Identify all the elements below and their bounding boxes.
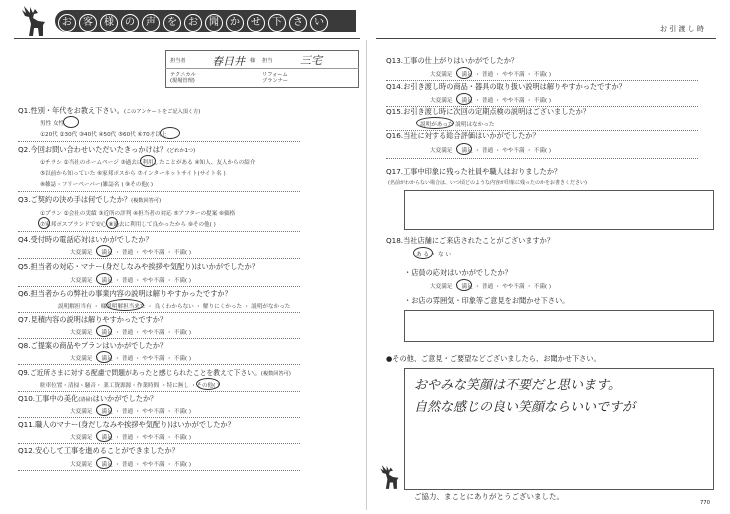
q14-question: Q14.お引き渡し時の商品・器具の取り扱い説明は解りやすかったですか？	[386, 82, 626, 91]
q3-options-1: ①プラン ②会社の実績 ③近所の評判 ④担当者の対応 ⑤アフターの提案 ⑥価格	[40, 211, 236, 217]
q15-mark	[416, 117, 454, 129]
title-char: 客	[79, 14, 97, 32]
divider	[18, 141, 300, 142]
q7-scale: 大変満足 ・ 満足 ・ 普通 ・ やや不満 ・ 不満( )	[70, 330, 192, 336]
q1-gender: 男性 女性	[40, 121, 65, 127]
title-char: 下	[268, 14, 286, 32]
survey-title-banner	[55, 10, 356, 32]
q4-scale: 大変満足 ・ 満足 ・ 普通 ・ やや不満 ・ 不満( )	[70, 250, 192, 256]
right-page-title: お 引 渡 し 時	[660, 25, 704, 33]
q15-options: 説明があった 説明はなかった	[420, 122, 495, 128]
q6-options: 説明解担当有 ・ 様説明解担当来た ・ 良くわからない ・ 解りにくかった ・ 説明がなかった	[58, 304, 291, 310]
q16-mark	[456, 143, 472, 155]
title-char: 声	[142, 14, 160, 32]
q2-question: Q2.今回お問い合わせいただいたきっかけは？(どれか1つ)	[18, 145, 196, 154]
q11-mark	[96, 430, 112, 442]
staff-label-2: 担当	[262, 58, 273, 64]
comment-handwriting-2: 自然な感じの良い笑顔ならいいですが	[414, 400, 636, 415]
divider	[386, 158, 698, 159]
title-char: お	[184, 14, 202, 32]
divider	[18, 231, 300, 232]
q13-mark	[456, 67, 472, 79]
q10-scale: 大変満足 ・ 満足 ・ 普通 ・ やや不満 ・ 不満( )	[70, 409, 192, 415]
q11-scale: 大変満足 ・ 満足 ・ 普通 ・ やや不満 ・ 不満( )	[70, 435, 192, 441]
q5-mark	[96, 273, 112, 285]
title-char: か	[226, 14, 244, 32]
right-header-rule	[376, 38, 716, 39]
divider	[18, 391, 300, 392]
q17-note: (名前がわからない場合は、いつ頃どのような内容が印象に残ったのかをお書きください)	[388, 180, 587, 186]
divider	[18, 286, 300, 287]
q3-question: Q3.ご契約の決め手は何でしたか？(複数回答可)	[18, 195, 162, 204]
q16-question: Q16.当社に対する総合評価はいかがでしたか？	[386, 131, 540, 140]
q18-mark	[413, 247, 433, 259]
title-char: 聞	[205, 14, 223, 32]
q2-options-1: ①チラシ ②当社のホームページ ③過去に利用したことがある ④知人、友人からの紹介	[40, 160, 256, 166]
q3-mark-2	[106, 217, 118, 229]
q10-question: Q10.工事中の美化(清掃)はいかがでしたか？	[18, 394, 158, 403]
staff-name-1: 春日井	[212, 55, 245, 68]
title-char: せ	[247, 14, 265, 32]
q9-question: Q9.ご近所さまに対する配慮で問題があったと感じられたことを教えて下さい。(複数回答可)	[18, 369, 291, 377]
comment-title: ●その他、ご意見・ご要望などございましたら、お聞かせ下さい。	[386, 354, 601, 363]
q18a-question: ・店員の応対はいかがでしたか？	[404, 268, 512, 277]
q17-question: Q17.工事中印象に残った社員や職人はおりましたか？	[386, 167, 562, 176]
q12-mark	[96, 457, 112, 469]
q11-question: Q11.職人のマナー(身だしなみや挨拶や気配り)はいかがでしたか？	[18, 420, 235, 429]
left-header-rule	[14, 38, 360, 39]
q17-answer-box[interactable]	[404, 190, 714, 230]
title-char: お	[58, 14, 76, 32]
staff-label-4: リフォーム プランナー	[262, 72, 288, 84]
q18a-scale: 大変満足 ・ 満足 ・ 普通 ・ やや不満 ・ 不満( )	[430, 284, 552, 290]
deer-logo-icon	[14, 4, 52, 38]
q18b-answer-box[interactable]	[404, 310, 714, 342]
deer-illustration-icon	[374, 460, 404, 494]
staff-label-3: テクニカル (現場管理)	[170, 72, 196, 84]
divider	[18, 338, 300, 339]
q9-options: 駐車位置・清掃・騒音・ 業工資源源・作業時間 ・特に無し ・その他( )	[40, 383, 220, 389]
q14-scale: 大変満足 ・ 満足 ・ 普通 ・ やや不満 ・ 不満( )	[430, 98, 552, 104]
staff-label-1: 担当者	[170, 58, 186, 64]
divider	[18, 191, 300, 192]
q4-question: Q4.受付時の電話応対はいかがでしたか？	[18, 235, 153, 244]
q15-question: Q15.お引き渡し時に次回の定期点検の説明はございましたか？	[386, 107, 590, 116]
title-char: い	[310, 14, 328, 32]
q8-mark	[96, 351, 112, 363]
q3-options-2: ⑦家邦ポスブランドで安心 ⑧過去に利用して良かったから ⑨その他( )	[40, 222, 216, 228]
q5-scale: 大変満足 ・ 満足 ・ 普通 ・ やや不満 ・ 不満( )	[70, 278, 192, 284]
q8-scale: 大変満足 ・ 満足 ・ 普通 ・ やや不満 ・ 不満( )	[70, 356, 192, 362]
q6-question: Q6.担当者からの弊社の事業内容の説明は解りやすかったですか？	[18, 289, 232, 298]
q10-mark	[96, 404, 112, 416]
q1-age-mark	[160, 127, 180, 139]
title-char: を	[163, 14, 181, 32]
q4-mark	[96, 245, 112, 257]
q2-options-2: ⑤以前から知っていた ⑥家邦ポスから ⑦インターネットサイト(サイト名 )	[40, 171, 226, 177]
q5-question: Q5.担当者の対応・マナー(身だしなみや挨拶や気配り)はいかがでしたか？	[18, 262, 259, 271]
q16-scale: 大変満足 ・ 満足 ・ 普通 ・ やや不満 ・ 不満( )	[430, 148, 552, 154]
q1-ages: ①20代 ②30代 ③40代 ④50代 ⑤60代 ⑥70才以上	[40, 132, 167, 138]
q7-question: Q7.見積内容の説明は解りやすかったですか？	[18, 315, 168, 324]
divider	[18, 258, 300, 259]
q18-question: Q18.当社店舗にご来店されたことがございますか？	[386, 236, 555, 245]
divider	[18, 470, 300, 471]
divider	[18, 312, 300, 313]
comment-handwriting-1: おやみな笑顔は不要だと思います。	[414, 378, 621, 393]
title-char: さ	[289, 14, 307, 32]
q13-question: Q13.工事の仕上がりはいかがでしたか？	[386, 56, 519, 65]
q18a-mark	[456, 279, 472, 291]
staff-table-divider	[165, 68, 359, 69]
q1-question: Q1.性別・年代をお教え下さい。(このアンケートをご記入頂く方)	[18, 106, 201, 115]
q2-mark	[140, 155, 156, 167]
q6-mark	[106, 299, 144, 311]
thanks-message: ご協力、まことにありがとうございました。	[414, 492, 564, 501]
title-char: の	[121, 14, 139, 32]
q12-question: Q12.安心して工事を進めることができましたか？	[18, 446, 179, 455]
staff-name-2: 三宅	[300, 54, 322, 67]
q7-mark	[96, 325, 112, 337]
q3-mark-1	[38, 217, 50, 229]
divider	[18, 417, 300, 418]
page-number: 770	[700, 500, 710, 506]
column-divider	[366, 40, 367, 510]
staff-unit-1: 様	[250, 58, 256, 64]
title-char: 様	[100, 14, 118, 32]
q9-mark	[196, 378, 220, 390]
q1-gender-mark	[63, 116, 79, 128]
q8-question: Q8.ご提案の商品やプランはいかがでしたか？	[18, 341, 168, 350]
q18-options: あ る ・ な い	[416, 252, 452, 258]
q18b-question: ・お店の雰囲気・印象等ご意見をお聞かせ下さい。	[404, 296, 570, 305]
divider	[386, 80, 698, 81]
divider	[18, 364, 300, 365]
divider	[18, 443, 300, 444]
q13-scale: 大変満足 ・ 満足 ・ 普通 ・ やや不満 ・ 不満( )	[430, 72, 552, 78]
q14-mark	[456, 93, 472, 105]
q12-scale: 大変満足 ・ 満足 ・ 普通 ・ やや不満 ・ 不満( )	[70, 462, 192, 468]
q2-options-3: ⑧雑誌・フリーペーパー(雑誌名 ) ⑨その他( )	[40, 182, 154, 188]
